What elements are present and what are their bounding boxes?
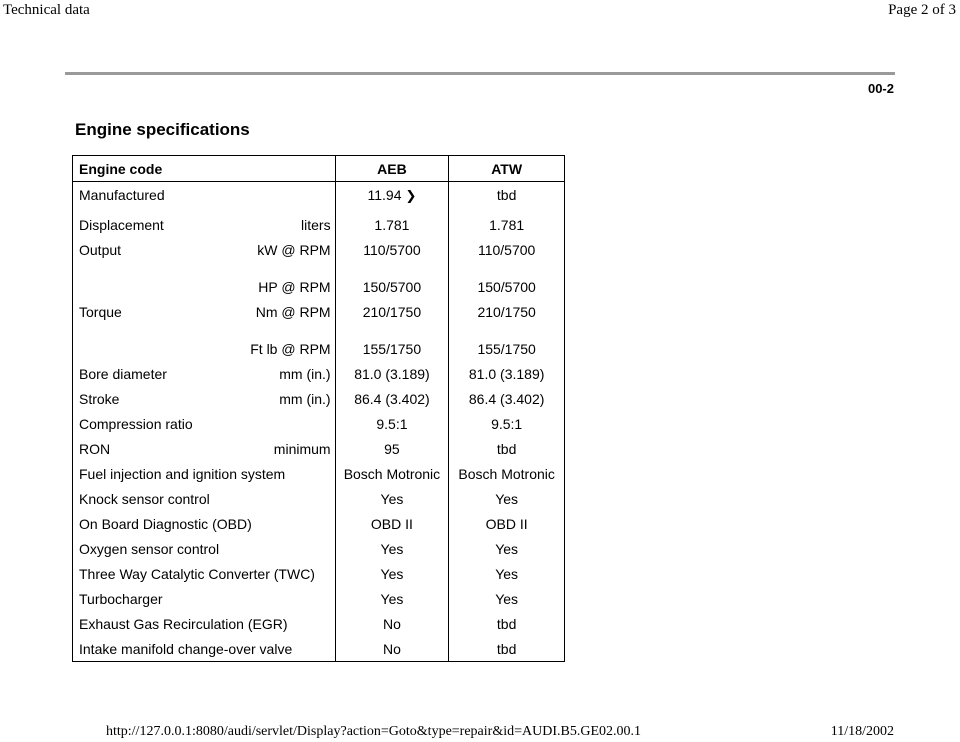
spec-name-cell [73, 411, 336, 436]
atw-value: Yes [449, 586, 565, 611]
atw-value: Bosch Motronic [449, 461, 565, 486]
atw-value: 210/1750 [449, 299, 565, 324]
spec-name: Exhaust Gas Recirculation (EGR) [79, 615, 288, 632]
atw-value: tbd [449, 436, 565, 461]
atw-value: 110/5700 [449, 237, 565, 262]
aeb-value: No [335, 636, 449, 662]
aeb-value: 210/1750 [335, 299, 449, 324]
spec-name-cell [73, 324, 336, 361]
atw-value: OBD II [449, 511, 565, 536]
spec-name-cell [73, 182, 336, 213]
column-header-atw: ATW [449, 156, 565, 182]
aeb-value: Yes [335, 486, 449, 511]
spec-name-cell [73, 636, 336, 662]
spec-name: Manufactured [79, 187, 165, 203]
atw-value: tbd [449, 636, 565, 662]
header-rule [65, 72, 895, 75]
aeb-value: 81.0 (3.189) [335, 361, 449, 386]
spec-name: Bore diameter [79, 365, 167, 382]
aeb-value-cell [335, 182, 449, 213]
atw-value: 86.4 (3.402) [449, 386, 565, 411]
atw-value: 155/1750 [449, 324, 565, 361]
aeb-value: 1.781 [335, 212, 449, 237]
aeb-value: Yes [335, 536, 449, 561]
document-title: Technical data [3, 2, 90, 18]
page-indicator: Page 2 of 3 [888, 2, 956, 18]
atw-value: Yes [449, 486, 565, 511]
table-row [73, 561, 565, 586]
table-row [73, 611, 565, 636]
aeb-value: 155/1750 [335, 324, 449, 361]
atw-value: Yes [449, 561, 565, 586]
spec-name: Stroke [79, 390, 120, 407]
table-row [73, 262, 565, 299]
spec-unit: HP @ RPM [258, 279, 331, 295]
spec-name: Fuel injection and ignition system [79, 465, 286, 482]
spec-name: RON [79, 440, 111, 457]
table-row [73, 182, 565, 213]
spec-unit: minimum [273, 440, 331, 457]
column-header-aeb: AEB [335, 156, 449, 182]
table-header-row [73, 156, 565, 182]
spec-name-cell [73, 237, 336, 262]
aeb-value: 86.4 (3.402) [335, 386, 449, 411]
aeb-value: 11.94 [367, 187, 402, 203]
spec-unit: kW @ RPM [257, 241, 331, 258]
spec-name-cell [73, 386, 336, 411]
spec-name-cell [73, 536, 336, 561]
atw-value: tbd [449, 182, 565, 213]
spec-name-cell [73, 361, 336, 386]
atw-value: 150/5700 [449, 262, 565, 299]
table-row [73, 361, 565, 386]
section-title: Engine specifications [75, 120, 250, 139]
atw-value: 81.0 (3.189) [449, 361, 565, 386]
aeb-value: Yes [335, 586, 449, 611]
spec-name-cell [73, 586, 336, 611]
spec-name-cell [73, 561, 336, 586]
spec-unit: mm (in.) [279, 365, 331, 382]
spec-name-cell [73, 212, 336, 237]
atw-value: 1.781 [449, 212, 565, 237]
table-row [73, 299, 565, 324]
table-row [73, 511, 565, 536]
spec-name-cell [73, 262, 336, 299]
column-header-engine-code: Engine code [73, 156, 336, 182]
engine-spec-table [72, 155, 565, 662]
spec-name: Turbocharger [79, 590, 163, 607]
table-row [73, 436, 565, 461]
spec-name: On Board Diagnostic (OBD) [79, 515, 252, 532]
chevron-right-icon: ❯ [405, 188, 417, 203]
spec-name: Displacement [79, 216, 164, 233]
spec-name: Output [79, 241, 122, 258]
aeb-value: 110/5700 [335, 237, 449, 262]
aeb-value: No [335, 611, 449, 636]
spec-name: Oxygen sensor control [79, 540, 220, 557]
spec-name-cell [73, 486, 336, 511]
atw-value: 9.5:1 [449, 411, 565, 436]
table-row [73, 536, 565, 561]
spec-unit: Nm @ RPM [255, 303, 331, 320]
page-code: 00-2 [867, 81, 894, 96]
atw-value: tbd [449, 611, 565, 636]
spec-name: Torque [79, 303, 122, 320]
spec-unit: mm (in.) [279, 390, 331, 407]
spec-name-cell [73, 461, 336, 486]
table-row [73, 486, 565, 511]
table-row [73, 212, 565, 237]
spec-name-cell [73, 611, 336, 636]
aeb-value: 150/5700 [335, 262, 449, 299]
aeb-value: Bosch Motronic [335, 461, 449, 486]
atw-value: Yes [449, 536, 565, 561]
table-row [73, 237, 565, 262]
spec-unit: liters [301, 216, 331, 233]
table-row [73, 586, 565, 611]
spec-name: Knock sensor control [79, 490, 210, 507]
table-row [73, 386, 565, 411]
aeb-value: Yes [335, 561, 449, 586]
spec-name: Compression ratio [79, 415, 193, 432]
table-row [73, 636, 565, 662]
footer-url: http://127.0.0.1:8080/audi/servlet/Display?action=Goto&type=repair&id=AUDI.B5.GE02.00.1 [106, 724, 641, 739]
table-row [73, 411, 565, 436]
footer-date: 11/18/2002 [830, 724, 894, 739]
spec-name: Intake manifold change-over valve [79, 640, 293, 657]
table-row [73, 461, 565, 486]
aeb-value: OBD II [335, 511, 449, 536]
spec-name-cell [73, 436, 336, 461]
aeb-value: 95 [335, 436, 449, 461]
aeb-value: 9.5:1 [335, 411, 449, 436]
spec-unit: Ft lb @ RPM [250, 341, 331, 357]
spec-name: Three Way Catalytic Converter (TWC) [79, 565, 315, 582]
table-row [73, 324, 565, 361]
spec-name-cell [73, 511, 336, 536]
spec-name-cell [73, 299, 336, 324]
